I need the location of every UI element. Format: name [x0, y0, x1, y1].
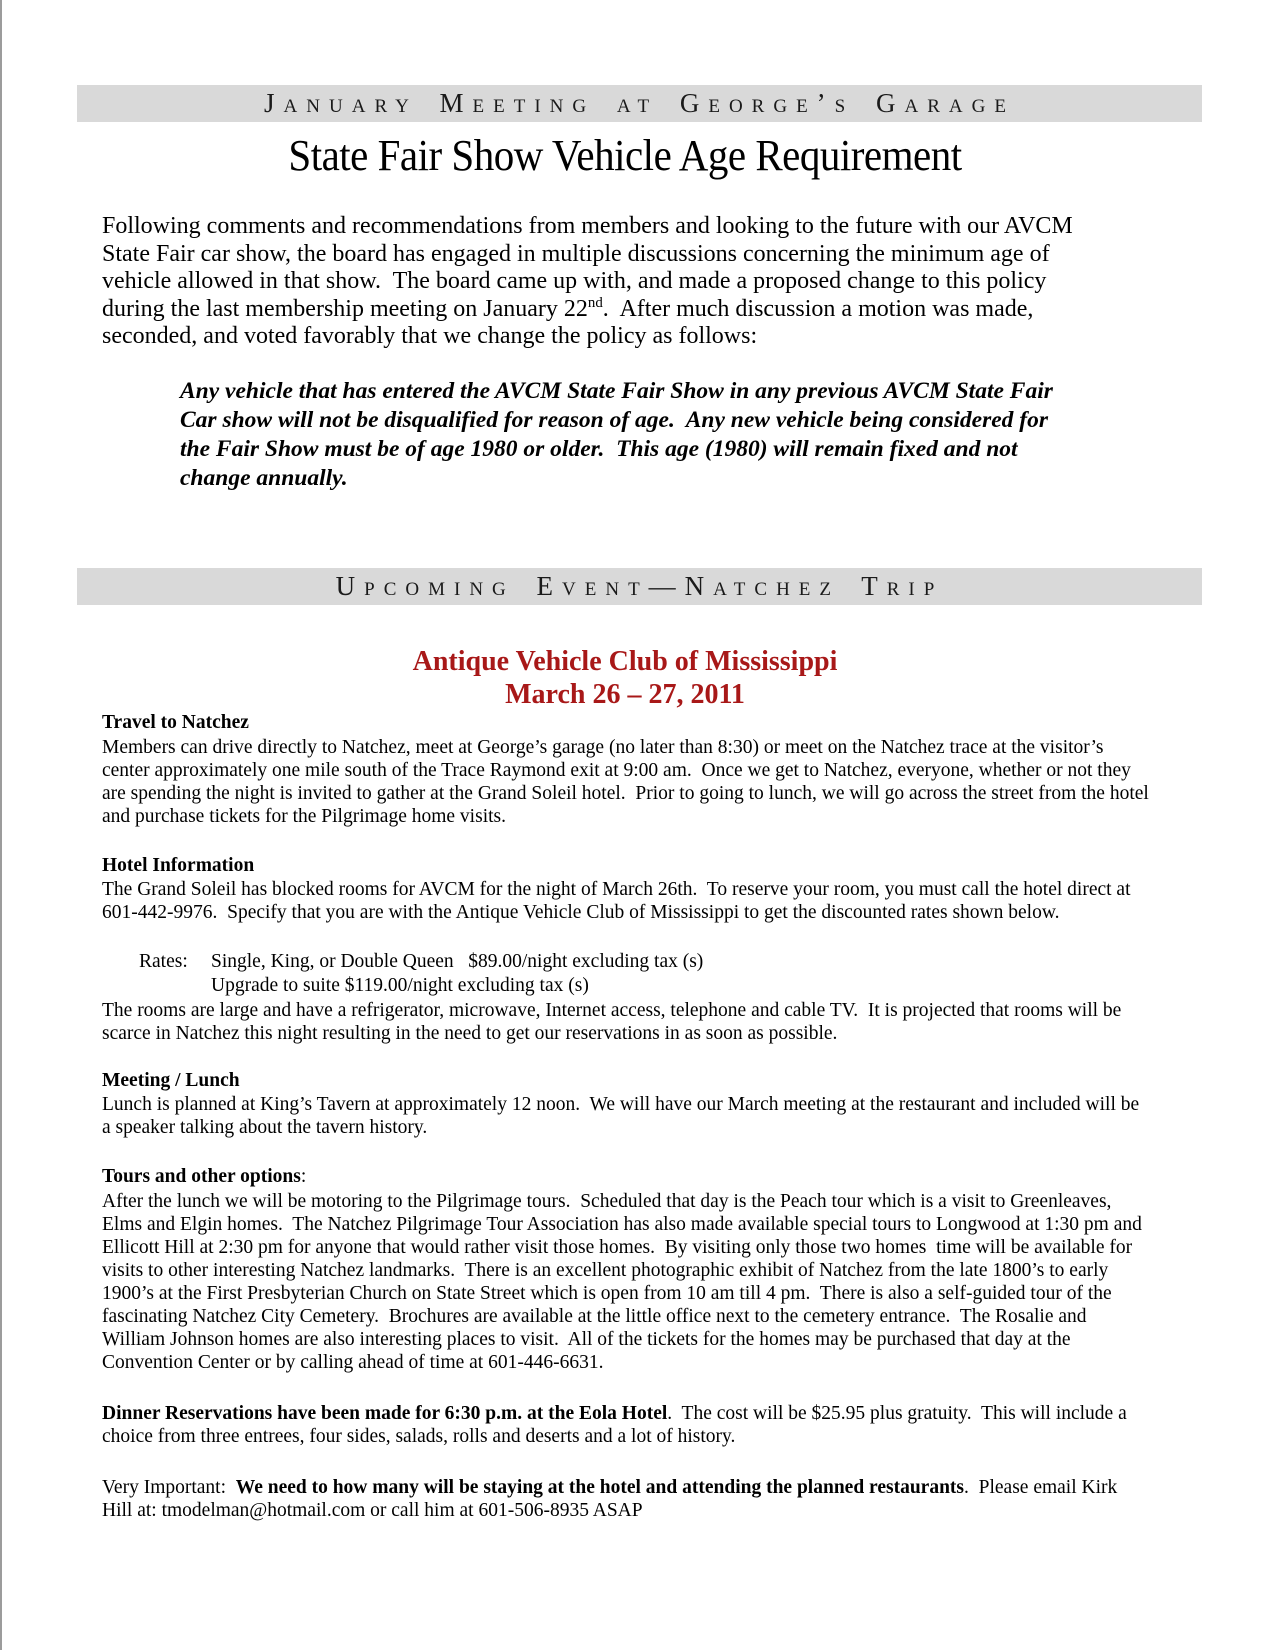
event-dates: March 26 – 27, 2011 — [505, 679, 745, 710]
rate-row-suite — [139, 974, 1139, 998]
meeting-lunch-heading: Meeting / Lunch — [102, 1070, 240, 1091]
intro-text-after-superscript: . After much discussion a motion was made, seconded, and voted favorably that we change the policy as follows: — [102, 295, 1040, 349]
rates-label: Rates: — [139, 951, 188, 972]
section-banner-january-meeting — [77, 85, 1202, 122]
event-club-name: Antique Vehicle Club of Mississippi — [412, 646, 838, 677]
section-banner-upcoming-event — [77, 568, 1202, 605]
hotel-section-heading: Hotel Information — [102, 855, 255, 876]
hotel-rates-block — [139, 950, 1139, 997]
intro-text-before-superscript: Following comments and recommendations from members and looking to the future with our AVCM State Fair car show, the board has engaged in multiple discussions concerning the minimum age of vehicle allowed in that show. The board came up with, and made a proposed change to this policy during the last membership meeting on January 22 — [102, 213, 1079, 322]
very-important-label: Very Important: — [102, 1477, 236, 1498]
banner-upcoming-event-text: Upcoming Event—Natchez Trip — [335, 571, 944, 601]
very-important-paragraph — [102, 1476, 1152, 1522]
tours-heading-text: Tours and other options — [102, 1166, 301, 1187]
meeting-lunch-body: Lunch is planned at King’s Tavern at approximately 12 noon. We will have our March meeting at the restaurant and included will be a speaker talking about the tavern history. — [102, 1094, 1145, 1138]
travel-section-heading: Travel to Natchez — [102, 712, 249, 733]
rate-standard-text: Single, King, or Double Queen $89.00/night excluding tax (s) — [211, 951, 704, 972]
page-left-border — [0, 0, 2, 1650]
dinner-reservations-detail-text: . The cost will be $25.95 plus gratuity. This will include a choice from three entrees, four sides, salads, rolls and deserts and a lot of history. — [102, 1403, 1132, 1447]
dinner-reservations-bold-text: Dinner Reservations have been made for 6:30 p.m. at the Eola Hotel — [102, 1403, 668, 1424]
rate-row-standard — [139, 950, 1139, 974]
ordinal-superscript-nd: nd — [587, 294, 603, 311]
intro-paragraph — [102, 213, 1102, 351]
hotel-section-body: The Grand Soleil has blocked rooms for AVCM for the night of March 26th. To reserve your room, you must call the hotel direct at 601-442-9976. Specify that you are with the Antique Vehicle Club of Mississippi to get the discounted rates shown below. — [102, 879, 1136, 923]
tours-section-heading — [102, 1166, 306, 1188]
banner-january-meeting-text: January Meeting at George’s Garage — [264, 88, 1015, 118]
rate-suite-text: Upgrade to suite $119.00/night excluding tax (s) — [211, 974, 589, 996]
dinner-reservations-paragraph — [102, 1402, 1152, 1448]
policy-statement-paragraph: Any vehicle that has entered the AVCM State Fair Show in any previous AVCM State Fair Car show will not be disqualified for reason of age. Any new vehicle being considered for the Fair Show must be of age 1980 or older. This age (1980) will remain fixed and not change annually. — [180, 378, 1059, 491]
tours-heading-colon: : — [300, 1166, 307, 1187]
very-important-bold-text: We need to how many will be staying at the hotel and attending the planned restaurants — [235, 1477, 965, 1498]
travel-section-body: Members can drive directly to Natchez, meet at George’s garage (no later than 8:30) or meet on the Natchez trace at the visitor’s center approximately one mile south of the Trace Raymond exit at 9:00 am. Once we get to Natchez, everyone, whether or not they are spending the night is invited to gather at the Grand Soleil hotel. Prior to going to lunch, we will go across the street from the hotel and purchase tickets for the Pilgrimage home visits. — [102, 737, 1154, 827]
rates-label-spacer — [139, 974, 211, 998]
article-title: State Fair Show Vehicle Age Requirement — [288, 130, 962, 180]
hotel-rooms-note: The rooms are large and have a refrigerator, microwave, Internet access, telephone and cable TV. It is projected that rooms will be scarce in Natchez this night resulting in the need to get our reservations in as soon as possible. — [102, 1000, 1127, 1044]
very-important-contact-text: . Please email Kirk Hill at: tmodelman@hotmail.com or call him at 601-506-8935 ASAP — [102, 1477, 1123, 1521]
tours-section-body: After the lunch we will be motoring to the Pilgrimage tours. Scheduled that day is the Peach tour which is a visit to Greenleaves, Elms and Elgin homes. The Natchez Pilgrimage Tour Association has also made available special tours to Longwood at 1:30 pm and Ellicott Hill at 2:30 pm for anyone that would rather visit those homes. By visiting only those two homes time will be available for visits to other interesting Natchez landmarks. There is an excellent photographic exhibit of Natchez from the late 1800’s to early 1900’s at the First Presbyterian Church on State Street which is open from 10 am till 4 pm. There is also a self-guided tour of the fascinating Natchez City Cemetery. Brochures are available at the little office next to the cemetery entrance. The Rosalie and William Johnson homes are also interesting places to visit. All of the tickets for the homes may be purchased that day at the Convention Center or by calling ahead of time at 601-446-6631. — [102, 1191, 1147, 1373]
